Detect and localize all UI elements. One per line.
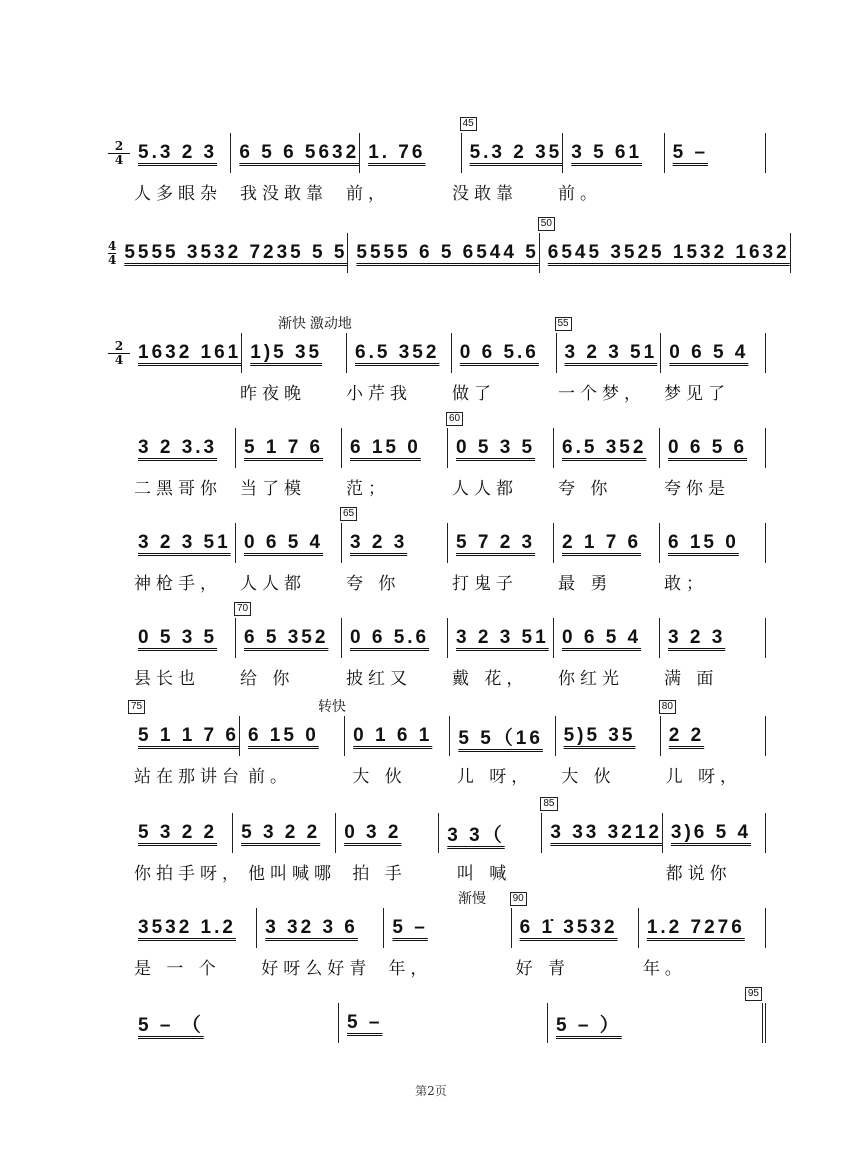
measure-notes: 3 2 3 51 xyxy=(138,532,231,553)
measure-notes: 0 6 5 6 xyxy=(668,437,748,458)
measure xyxy=(539,218,790,273)
barline xyxy=(765,813,766,853)
score-system xyxy=(108,508,766,603)
measure xyxy=(347,233,538,273)
time-signature xyxy=(108,140,130,167)
measure xyxy=(383,908,510,948)
staff-row xyxy=(108,413,766,468)
rehearsal-number: 55 xyxy=(555,317,572,331)
lyric-text: 没敢靠 xyxy=(452,184,518,204)
barline xyxy=(765,133,766,173)
tempo-marking: 渐慢 xyxy=(458,890,486,906)
measure-notes: 0 5 3 5 xyxy=(456,437,536,458)
measure xyxy=(344,716,449,756)
measure-notes: 6 1̇ 3532 xyxy=(519,917,618,938)
lyric-text: 当了模 xyxy=(240,479,306,499)
tempo-marking: 渐快 激动地 xyxy=(278,315,352,331)
measure-notes: 3532 1.2 xyxy=(138,917,236,938)
lyrics-line xyxy=(108,762,766,787)
lyric-text: 儿 呀， xyxy=(665,767,743,787)
measure-notes: 6545 3525 1532 1632 xyxy=(547,242,790,263)
measure-notes: 3 2 3 51 xyxy=(564,342,658,363)
measure xyxy=(359,133,460,173)
measure-notes: 6.5 352 xyxy=(355,342,440,363)
measure-notes: 0 3 2 xyxy=(344,822,402,843)
lyric-text: 昨夜晚 xyxy=(240,384,306,404)
lyric-text: 敢； xyxy=(664,574,708,594)
measure xyxy=(659,523,765,563)
measure xyxy=(230,133,359,173)
measure-notes: 5555 6 5 6544 5 xyxy=(356,242,539,263)
measure-notes: 5 3 2 2 xyxy=(241,822,321,843)
measure-notes: 6 15 0 xyxy=(668,532,739,553)
lyric-text: 前。 xyxy=(248,767,292,787)
barline xyxy=(765,716,766,756)
measure-notes: 5 1 1 7 6 xyxy=(138,725,239,746)
measure xyxy=(235,603,341,658)
measure xyxy=(451,333,556,373)
lyric-text: 大 伙 xyxy=(352,767,407,787)
barline xyxy=(765,333,766,373)
barline xyxy=(765,523,766,563)
measure xyxy=(130,701,239,756)
measure-notes: 5.3 2 3 xyxy=(138,142,218,163)
measure-notes: 5.3 2 35 xyxy=(469,142,563,163)
measure-notes: 3 2 3 51 xyxy=(456,627,549,648)
lyric-text: 好 青 xyxy=(515,959,571,979)
lyric-text: 神枪手， xyxy=(134,574,222,594)
lyric-text: 人人都 xyxy=(452,479,518,499)
measure xyxy=(438,813,541,853)
barline xyxy=(790,233,791,273)
staff-row xyxy=(108,988,766,1043)
measure-notes: 0 6 5.6 xyxy=(459,342,539,363)
measure xyxy=(130,133,230,173)
rehearsal-number: 80 xyxy=(659,700,676,714)
measure xyxy=(235,523,341,563)
rehearsal-number: 85 xyxy=(540,797,557,811)
lyric-text: 我没敢靠 xyxy=(240,184,328,204)
measure xyxy=(553,428,659,468)
staff-row xyxy=(108,508,766,563)
measure-notes: 1632 161 xyxy=(138,342,242,363)
lyrics-line xyxy=(108,859,766,884)
measure-notes: 3 2 3 xyxy=(350,532,408,553)
lyric-text: 夸 你 xyxy=(346,574,401,594)
measure xyxy=(235,428,341,468)
measure xyxy=(130,618,235,658)
measure-notes: 5 7 2 3 xyxy=(456,532,536,553)
lyric-text: 梦见了 xyxy=(664,384,730,404)
measure xyxy=(341,428,447,468)
lyric-text: 你拍手呀， xyxy=(134,864,244,884)
time-signature-denominator: 4 xyxy=(114,352,124,367)
measure xyxy=(130,813,232,853)
staff-row xyxy=(108,118,766,173)
measure xyxy=(553,618,659,658)
staff-row xyxy=(108,315,766,373)
measure xyxy=(130,1003,338,1043)
measure xyxy=(659,618,765,658)
measure-notes: 0 6 5 4 xyxy=(562,627,642,648)
measure xyxy=(662,813,765,853)
lyrics-line xyxy=(108,569,766,594)
measure-notes: 1)5 35 xyxy=(250,342,323,363)
lyrics-line xyxy=(108,954,766,979)
lyric-text: 拍 手 xyxy=(352,864,407,884)
lyric-text: 戴 花， xyxy=(452,669,529,689)
rehearsal-number: 65 xyxy=(340,507,357,521)
lyric-text: 年。 xyxy=(642,959,687,979)
lyric-text: 前。 xyxy=(558,184,602,204)
measure xyxy=(660,333,765,373)
measure-notes: 3 32 3 6 xyxy=(265,917,358,938)
measure-notes: 1. 76 xyxy=(368,142,426,163)
measure-notes: 0 6 5 4 xyxy=(244,532,324,553)
lyric-text: 最 勇 xyxy=(558,574,613,594)
measure-notes: 2 1 7 6 xyxy=(562,532,642,553)
lyric-text: 打鬼子 xyxy=(452,574,518,594)
score-system xyxy=(108,890,766,988)
staff-row xyxy=(108,603,766,658)
lyric-text: 人人都 xyxy=(240,574,306,594)
time-signature xyxy=(108,240,116,267)
measure xyxy=(447,523,553,563)
measure xyxy=(256,908,383,948)
time-signature-denominator: 4 xyxy=(114,152,124,167)
measure-notes: 3 5 61 xyxy=(571,142,643,163)
lyric-text: 大 伙 xyxy=(561,767,616,787)
lyric-text xyxy=(557,859,661,884)
lyric-text xyxy=(130,379,236,404)
measure xyxy=(341,508,447,563)
measure xyxy=(346,333,451,373)
lyric-text: 县长也 xyxy=(134,669,200,689)
lyric-text: 儿 呀， xyxy=(456,767,534,787)
time-signature-denominator: 4 xyxy=(108,252,117,267)
rehearsal-number: 50 xyxy=(538,217,555,231)
measure xyxy=(447,413,553,468)
measure-notes: 5 – xyxy=(392,917,428,938)
lyric-text: 叫 喊 xyxy=(456,864,512,884)
lyric-text: 他叫喊哪 xyxy=(248,864,336,884)
measure xyxy=(335,813,438,853)
score-system xyxy=(108,698,766,796)
measure-notes: 6 5 6 5632 xyxy=(239,142,360,163)
lyric-text: 给 你 xyxy=(240,669,295,689)
measure xyxy=(130,333,241,373)
time-signature-numerator: 2 xyxy=(108,340,130,354)
measure-notes: 5 5（16 xyxy=(458,727,543,749)
lyric-text: 夸 你 xyxy=(558,479,613,499)
rehearsal-number: 75 xyxy=(128,700,145,714)
lyric-text: 前， xyxy=(346,184,390,204)
lyrics-line xyxy=(108,179,766,204)
staff-row xyxy=(108,218,790,273)
staff-row xyxy=(108,698,766,756)
measure xyxy=(660,701,765,756)
measure-notes: 6 15 0 xyxy=(247,725,319,746)
score-system xyxy=(108,315,766,413)
measure xyxy=(338,1003,547,1043)
lyric-text: 二黑哥你 xyxy=(134,479,222,499)
measure xyxy=(130,523,235,563)
measure xyxy=(659,428,765,468)
measure xyxy=(553,523,659,563)
score-system xyxy=(108,798,766,893)
measure-notes: 6 5 352 xyxy=(244,627,329,648)
score-system xyxy=(108,988,766,1083)
score-system xyxy=(108,118,766,213)
lyric-text: 好呀么好青 xyxy=(261,959,372,979)
measure xyxy=(556,318,661,373)
score-system xyxy=(108,603,766,698)
measure-notes: 5555 3532 7235 5 5 xyxy=(124,242,348,263)
measure-notes: 3 2 3.3 xyxy=(138,437,218,458)
staff-row xyxy=(108,890,766,948)
lyrics-line xyxy=(108,379,766,404)
tempo-marking: 转快 xyxy=(318,698,346,714)
lyric-text: 人多眼杂 xyxy=(134,184,222,204)
measure-notes: 5 – xyxy=(347,1012,383,1033)
measure-notes: 3 2 3 xyxy=(668,627,726,648)
measure-notes: 5)5 35 xyxy=(563,725,636,746)
lyric-text: 做了 xyxy=(452,384,496,404)
lyric-text: 夸你是 xyxy=(664,479,730,499)
rehearsal-number: 90 xyxy=(510,892,527,906)
lyric-text: 范； xyxy=(346,479,390,499)
measure xyxy=(541,798,662,853)
barline xyxy=(765,618,766,658)
lyric-text: 都说你 xyxy=(665,864,732,884)
measure-notes: 5 – ） xyxy=(556,1014,622,1036)
measure-notes: 3 33 3212 xyxy=(550,822,662,843)
measure-notes: 6 15 0 xyxy=(350,437,421,458)
measure-notes: 1.2 7276 xyxy=(646,917,745,938)
rehearsal-number: 70 xyxy=(234,602,251,616)
measure-notes: 0 6 5 4 xyxy=(669,342,749,363)
lyric-text: 是 一 个 xyxy=(134,959,221,979)
measure xyxy=(555,716,660,756)
measure xyxy=(447,618,553,658)
time-signature-numerator: 2 xyxy=(108,140,130,154)
measure-notes: 5 1 7 6 xyxy=(244,437,324,458)
time-signature-numerator: 4 xyxy=(108,238,117,253)
measure xyxy=(511,893,638,948)
measure xyxy=(130,428,235,468)
measure-notes: 0 6 5.6 xyxy=(350,627,430,648)
measure-notes: 3 3（ xyxy=(447,824,505,846)
measure-notes: 5 3 2 2 xyxy=(138,822,218,843)
page-number: 第2页 xyxy=(415,1084,447,1098)
lyrics-line xyxy=(108,664,766,689)
time-signature xyxy=(108,340,130,367)
measure-notes: 2 2 xyxy=(668,725,705,746)
measure xyxy=(130,908,256,948)
barline xyxy=(765,908,766,948)
lyric-text: 年， xyxy=(388,959,433,979)
measure xyxy=(638,908,765,948)
measure xyxy=(232,813,335,853)
score-system xyxy=(108,413,766,508)
lyric-text: 站在那讲台 xyxy=(134,767,244,787)
measure xyxy=(664,133,765,173)
lyrics-line xyxy=(108,474,766,499)
lyric-text: 满 面 xyxy=(664,669,719,689)
measure xyxy=(562,133,663,173)
measure xyxy=(241,333,346,373)
lyric-text: 披红又 xyxy=(346,669,412,689)
score-system xyxy=(108,218,790,313)
rehearsal-number: 60 xyxy=(446,412,463,426)
rehearsal-number: 45 xyxy=(460,117,477,131)
measure-notes: 0 5 3 5 xyxy=(138,627,218,648)
measure xyxy=(461,118,563,173)
measure-notes: 6.5 352 xyxy=(562,437,647,458)
lyric-text: 一个梦， xyxy=(558,384,646,404)
lyric-text: 小芹我 xyxy=(346,384,412,404)
measure xyxy=(116,233,347,273)
measure-notes: 0 1 6 1 xyxy=(353,725,433,746)
final-barline xyxy=(756,1003,766,1043)
measure xyxy=(449,716,554,756)
measure xyxy=(547,988,759,1043)
lyric-text xyxy=(660,179,766,204)
measure-notes: 3)6 5 4 xyxy=(670,822,752,843)
measure-notes: 5 – xyxy=(672,142,709,163)
barline xyxy=(765,428,766,468)
measure xyxy=(341,618,447,658)
rehearsal-number: 95 xyxy=(745,987,762,1001)
lyric-text: 你红光 xyxy=(558,669,624,689)
measure-notes: 5 – （ xyxy=(138,1014,204,1036)
staff-row xyxy=(108,798,766,853)
measure xyxy=(239,716,344,756)
